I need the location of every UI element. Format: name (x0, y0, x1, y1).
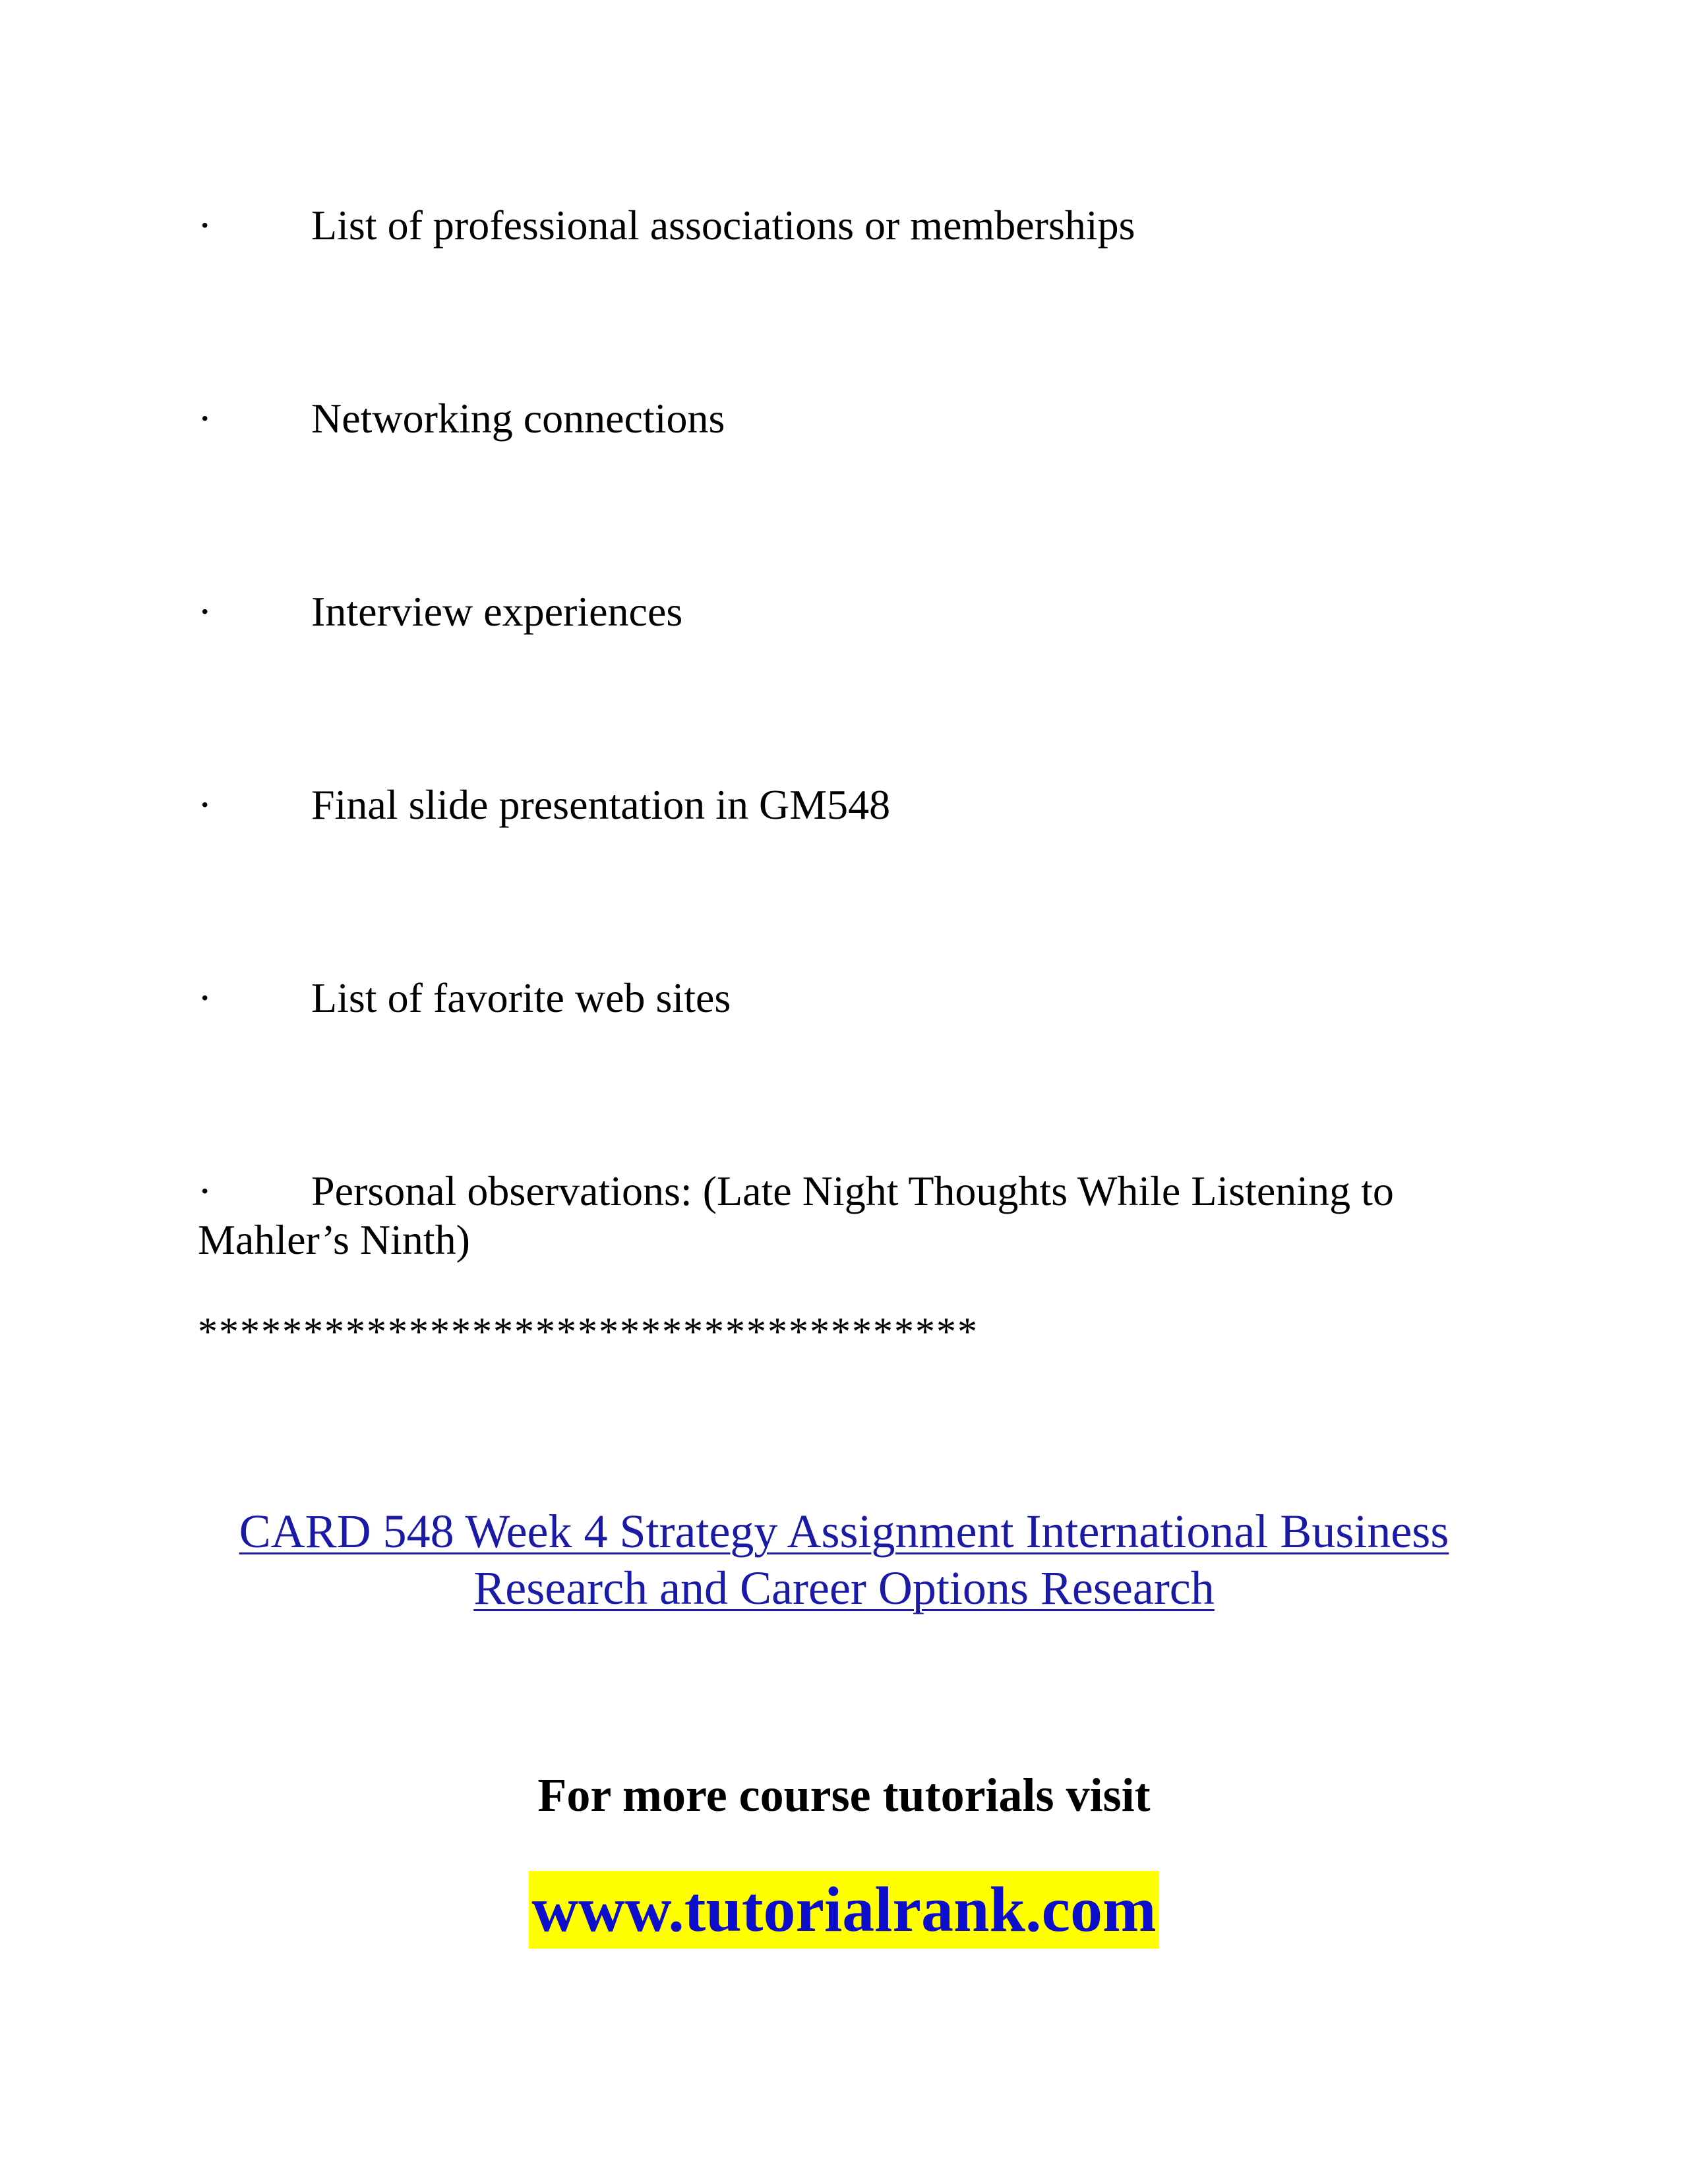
bullet-item-slide-presentation (198, 781, 1490, 829)
bullet-text: Interview experiences (311, 588, 683, 635)
website-wrapper (0, 1871, 1688, 1949)
course-link-line-2: Research and Career Options Research (473, 1562, 1215, 1614)
bullet-marker: · (198, 588, 212, 635)
course-link[interactable] (239, 1505, 1449, 1614)
bullet-marker: · (198, 974, 212, 1021)
bullet-item-networking (198, 394, 1490, 443)
bullet-text: Networking connections (311, 395, 725, 442)
bullet-item-personal-observations (198, 1167, 1490, 1264)
bullet-text-continuation: Mahler’s Ninth) (198, 1216, 470, 1263)
website-highlight: www.tutorialrank.com (529, 1871, 1159, 1949)
bullet-item-interview (198, 587, 1490, 636)
bullet-text: Personal observations: (Late Night Thoughts While Listening to (311, 1167, 1394, 1214)
course-link-line-1: CARD 548 Week 4 Strategy Assignment International Business (239, 1505, 1449, 1558)
bullet-text: List of favorite web sites (311, 974, 731, 1021)
bullet-item-favorite-sites (198, 974, 1490, 1022)
bullet-text: List of professional associations or memberships (311, 202, 1135, 249)
bullet-marker: · (198, 1167, 212, 1214)
bullet-text: Final slide presentation in GM548 (311, 781, 891, 828)
course-link-block (132, 1503, 1556, 1616)
bullet-marker: · (198, 781, 212, 828)
bullet-marker: · (198, 202, 212, 249)
tutorials-call-to-action: For more course tutorials visit (537, 1769, 1151, 1821)
bullet-marker: · (198, 395, 212, 442)
asterisk-separator: ************************************* (198, 1310, 979, 1353)
bullet-item-associations (198, 201, 1490, 250)
